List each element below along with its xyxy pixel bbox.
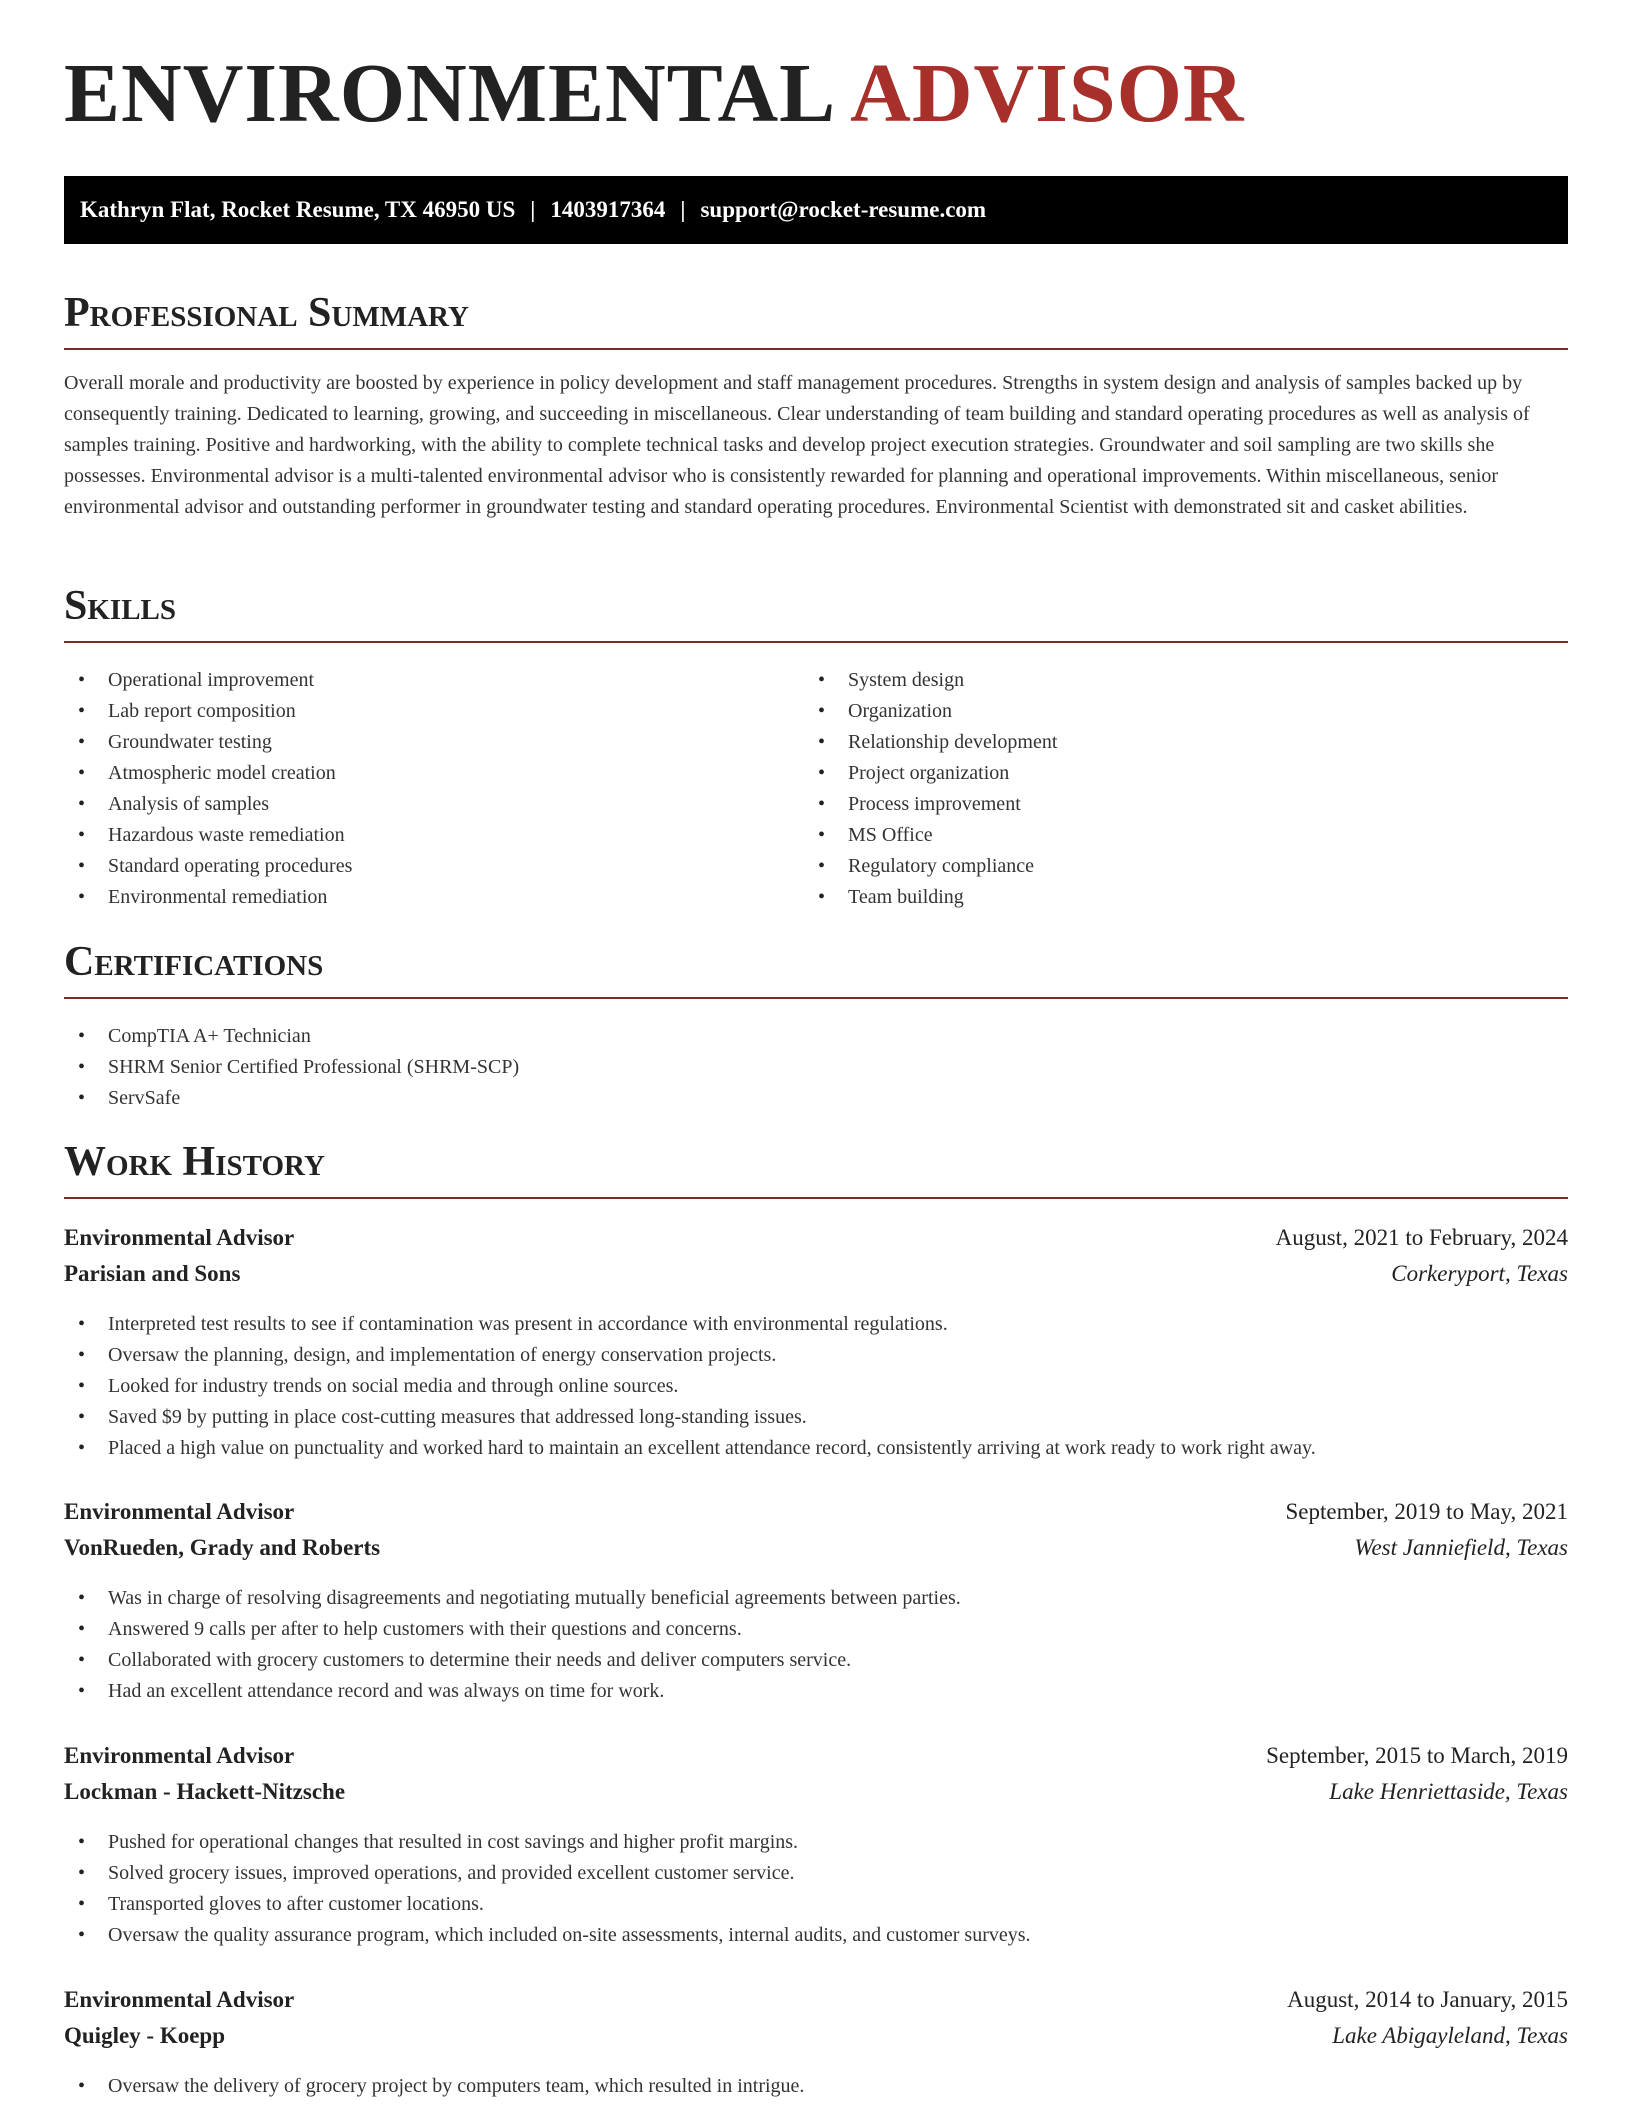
- job-dates: August, 2021 to February, 2024: [1275, 1225, 1568, 1250]
- skill-item: • Hazardous waste remediation: [64, 820, 804, 851]
- skill-item: • Regulatory compliance: [804, 851, 1544, 882]
- skill-item: • Analysis of samples: [64, 789, 804, 820]
- skill-item: • Project organization: [804, 758, 1544, 789]
- resume-title: [64, 47, 1245, 140]
- job-bullet: • Saved $9 by putting in place cost-cutting measures that addressed long-standing issues.: [64, 1402, 1568, 1433]
- job-company: Quigley - Koepp: [64, 2023, 226, 2048]
- summary-heading: Professional Summary: [64, 292, 1568, 350]
- job-bullets: [64, 2071, 1568, 2102]
- skill-item: • MS Office: [804, 820, 1544, 851]
- job-bullet: • Placed a high value on punctuality and worked hard to maintain an excellent attendance record, consistently arriving at work ready to work right away.: [64, 1433, 1568, 1464]
- job-entry: [64, 1225, 1568, 1464]
- job-bullet: • Oversaw the delivery of grocery project by computers team, which resulted in intrigue.: [64, 2071, 1568, 2102]
- job-bullet: • Oversaw the quality assurance program, which included on-site assessments, internal audits, and customer surveys.: [64, 1920, 1568, 1951]
- skill-item: • Team building: [804, 882, 1544, 913]
- work-history-heading: Work History: [64, 1141, 1568, 1199]
- skill-item: • System design: [804, 665, 1544, 696]
- job-bullet: • Transported gloves to after customer locations.: [64, 1889, 1568, 1920]
- job-bullet: • Oversaw the planning, design, and implementation of energy conservation projects.: [64, 1340, 1568, 1371]
- job-entry: [64, 1499, 1568, 1707]
- job-location: Corkeryport, Texas: [1391, 1261, 1568, 1286]
- title-part-2: ADVISOR: [850, 47, 1245, 140]
- contact-separator: |: [530, 197, 536, 222]
- job-company: VonRueden, Grady and Roberts: [64, 1535, 381, 1560]
- job-bullet: • Looked for industry trends on social media and through online sources.: [64, 1371, 1568, 1402]
- job-role: Environmental Advisor: [64, 1225, 295, 1250]
- skill-item: • Lab report composition: [64, 696, 804, 727]
- job-entry: [64, 1743, 1568, 1951]
- contact-address: Kathryn Flat, Rocket Resume, TX 46950 US: [80, 197, 516, 222]
- skill-item: • Operational improvement: [64, 665, 804, 696]
- job-role: Environmental Advisor: [64, 1499, 295, 1524]
- job-bullet: • Interpreted test results to see if contamination was present in accordance with environmental regulations.: [64, 1309, 1568, 1340]
- job-company: Parisian and Sons: [64, 1261, 241, 1286]
- job-location: West Janniefield, Texas: [1354, 1535, 1568, 1560]
- job-entry: [64, 1987, 1568, 2102]
- skills-list-left: [64, 665, 804, 913]
- job-role: Environmental Advisor: [64, 1987, 295, 2012]
- title-part-1: ENVIRONMENTAL: [64, 47, 837, 140]
- job-dates: August, 2014 to January, 2015: [1287, 1987, 1568, 2012]
- skill-item: • Groundwater testing: [64, 727, 804, 758]
- contact-separator: |: [680, 197, 686, 222]
- job-location: Lake Abigayleland, Texas: [1332, 2023, 1568, 2048]
- job-role: Environmental Advisor: [64, 1743, 295, 1768]
- skill-item: • Relationship development: [804, 727, 1544, 758]
- job-dates: September, 2019 to May, 2021: [1285, 1499, 1568, 1524]
- skill-item: • Organization: [804, 696, 1544, 727]
- job-bullets: [64, 1583, 1568, 1707]
- skills-list-right: [804, 665, 1544, 913]
- skill-item: • Atmospheric model creation: [64, 758, 804, 789]
- job-company: Lockman - Hackett-Nitzsche: [64, 1779, 346, 1804]
- certification-item: • ServSafe: [64, 1083, 519, 1114]
- skill-item: • Process improvement: [804, 789, 1544, 820]
- job-location: Lake Henriettaside, Texas: [1329, 1779, 1568, 1804]
- job-bullet: • Answered 9 calls per after to help customers with their questions and concerns.: [64, 1614, 1568, 1645]
- job-bullets: [64, 1309, 1568, 1464]
- skill-item: • Environmental remediation: [64, 882, 804, 913]
- certifications-list: [64, 1021, 519, 1114]
- job-bullet: • Collaborated with grocery customers to determine their needs and deliver computers service.: [64, 1645, 1568, 1676]
- job-bullet: • Pushed for operational changes that resulted in cost savings and higher profit margins.: [64, 1827, 1568, 1858]
- job-bullet: • Was in charge of resolving disagreements and negotiating mutually beneficial agreements between parties.: [64, 1583, 1568, 1614]
- certification-item: • CompTIA A+ Technician: [64, 1021, 519, 1052]
- contact-email[interactable]: support@rocket-resume.com: [700, 197, 987, 222]
- job-bullets: [64, 1827, 1568, 1951]
- job-bullet: • Solved grocery issues, improved operations, and provided excellent customer service.: [64, 1858, 1568, 1889]
- skill-item: • Standard operating procedures: [64, 851, 804, 882]
- contact-bar: [64, 176, 1568, 244]
- contact-phone[interactable]: 1403917364: [550, 197, 666, 222]
- job-bullet: • Had an excellent attendance record and was always on time for work.: [64, 1676, 1568, 1707]
- summary-text: Overall morale and productivity are boosted by experience in policy development and staff management procedures. Strengths in system design and analysis of samples backed up by consequently training. Dedicated to learning, growing, and succeeding in miscellaneous. Clear understanding of team building and standard operating procedures as well as analysis of samples training. Positive and hardworking, with the ability to complete technical tasks and develop project execution strategies. Groundwater and soil sampling are two skills she possesses. Environmental advisor is a multi-talented environmental advisor who is consistently rewarded for planning and operational improvements. Within miscellaneous, senior environmental advisor and outstanding performer in groundwater testing and standard operating procedures. Environmental Scientist with demonstrated sit and casket abilities.: [64, 372, 1530, 518]
- certifications-heading: Certifications: [64, 941, 1568, 999]
- certification-item: • SHRM Senior Certified Professional (SHRM-SCP): [64, 1052, 519, 1083]
- skills-heading: Skills: [64, 585, 1568, 643]
- job-dates: September, 2015 to March, 2019: [1266, 1743, 1568, 1768]
